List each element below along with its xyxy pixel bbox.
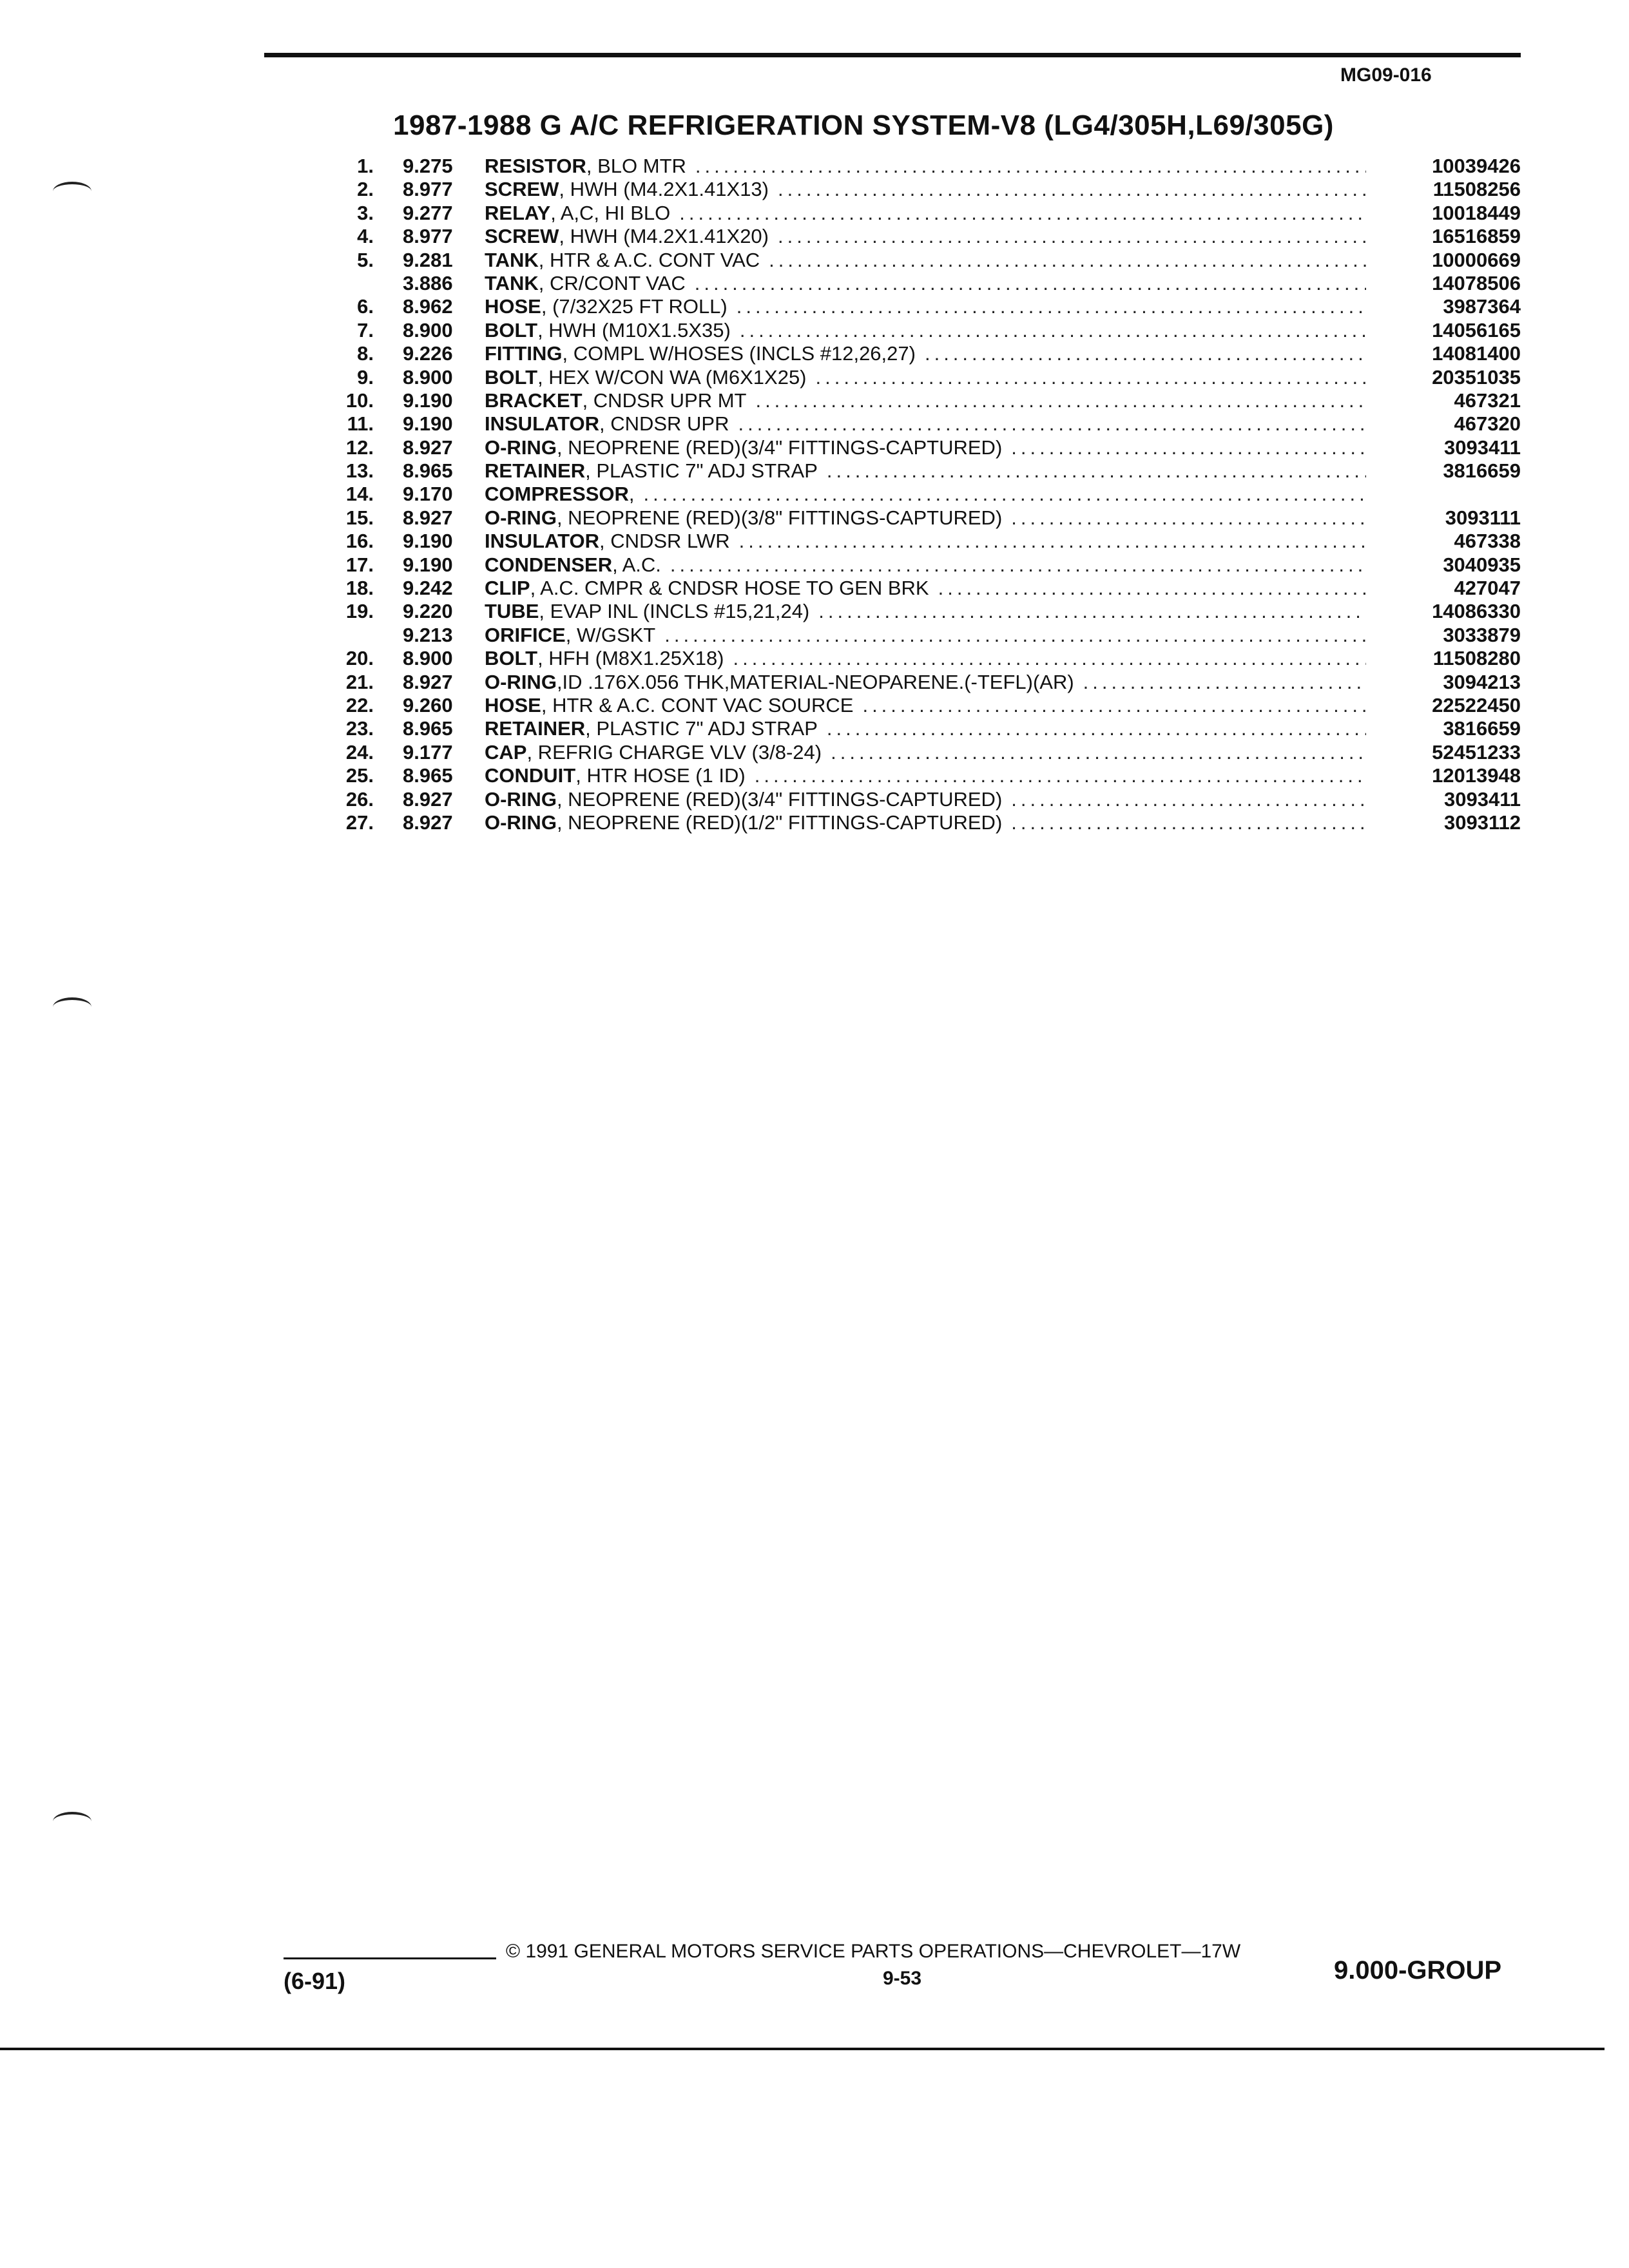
part-name: CONDUIT xyxy=(485,764,576,787)
part-description xyxy=(485,717,1373,740)
part-row xyxy=(322,436,1521,459)
group-number: 8.965 xyxy=(403,459,453,483)
dot-leader xyxy=(755,389,1366,412)
group-number: 8.965 xyxy=(403,717,453,740)
dot-leader xyxy=(1011,506,1366,530)
dot-leader xyxy=(695,155,1366,178)
group-number: 9.170 xyxy=(403,483,453,506)
dot-leader xyxy=(755,764,1366,787)
part-spec: , A,C, HI BLO xyxy=(550,201,671,224)
part-number: 52451233 xyxy=(1432,740,1521,764)
part-spec: , CNDSR LWR xyxy=(599,530,730,553)
part-spec: , BLO MTR xyxy=(586,155,686,177)
binder-hole-mark xyxy=(53,182,92,201)
part-name: O-RING xyxy=(485,506,557,529)
part-row xyxy=(322,249,1521,272)
group-number: 3.886 xyxy=(403,271,453,294)
part-row xyxy=(322,202,1521,225)
dot-leader xyxy=(737,295,1366,318)
part-spec: , HTR HOSE (1 ID) xyxy=(575,764,746,787)
part-row xyxy=(322,295,1521,318)
document-code: MG09-016 xyxy=(1340,64,1432,86)
group-number: 9.281 xyxy=(403,248,453,271)
part-number: 11508280 xyxy=(1432,647,1521,670)
part-spec: , xyxy=(628,483,635,506)
part-spec: , EVAP INL (INCLS #15,21,24) xyxy=(539,600,810,623)
part-description xyxy=(485,249,1373,272)
part-description xyxy=(485,225,1373,248)
part-row xyxy=(322,694,1521,717)
part-description xyxy=(485,647,1373,670)
part-number: 10018449 xyxy=(1432,201,1521,224)
part-number: 10000669 xyxy=(1432,248,1521,271)
part-number: 14086330 xyxy=(1432,600,1521,623)
dot-leader xyxy=(695,272,1366,295)
part-name: CLIP xyxy=(485,577,530,600)
group-number: 9.190 xyxy=(403,412,453,436)
part-description xyxy=(485,483,1373,506)
part-description xyxy=(485,295,1373,318)
part-number: 3816659 xyxy=(1443,459,1521,483)
part-spec: , W/GSKT xyxy=(565,623,656,646)
part-number: 12013948 xyxy=(1432,764,1521,787)
revision-date: (6-91) xyxy=(284,1968,346,1994)
part-name: HOSE xyxy=(485,295,541,318)
item-number: 12. xyxy=(345,436,374,459)
item-number: 20. xyxy=(345,647,374,670)
group-number: 8.977 xyxy=(403,178,453,201)
part-spec: , A.C. xyxy=(612,553,661,576)
part-spec: , HWH (M4.2X1.41X20) xyxy=(559,225,769,248)
footer-rule xyxy=(284,1957,496,1959)
part-row xyxy=(322,506,1521,530)
item-number: 13. xyxy=(345,459,374,483)
copyright-notice: © 1991 GENERAL MOTORS SERVICE PARTS OPERATIONS—CHEVROLET—17W xyxy=(506,1941,1241,1962)
part-spec: , CNDSR UPR xyxy=(599,412,729,436)
part-name: CONDENSER xyxy=(485,553,613,576)
item-number: 21. xyxy=(345,670,374,693)
part-spec: , NEOPRENE (RED)(3/4" FITTINGS-CAPTURED) xyxy=(556,787,1003,811)
part-description xyxy=(485,178,1373,201)
part-row xyxy=(322,225,1521,248)
part-spec: , REFRIG CHARGE VLV (3/8-24) xyxy=(526,740,822,764)
part-number: 11508256 xyxy=(1432,178,1521,201)
group-number: 8.927 xyxy=(403,436,453,459)
group-number: 8.977 xyxy=(403,225,453,248)
part-name: RETAINER xyxy=(485,459,586,483)
item-number: 1. xyxy=(357,155,374,177)
part-number: 3033879 xyxy=(1443,623,1521,646)
part-spec: , PLASTIC 7" ADJ STRAP xyxy=(585,717,818,740)
part-number: 20351035 xyxy=(1432,365,1521,389)
part-number: 14078506 xyxy=(1432,271,1521,294)
header-rule xyxy=(264,53,1521,57)
part-row xyxy=(322,788,1521,811)
dot-leader xyxy=(738,412,1366,436)
part-name: RELAY xyxy=(485,201,551,224)
dot-leader xyxy=(818,600,1366,623)
part-description xyxy=(485,530,1373,553)
item-number: 22. xyxy=(345,693,374,716)
part-spec: , HWH (M10X1.5X35) xyxy=(537,318,731,341)
part-name: SCREW xyxy=(485,178,559,201)
item-number: 14. xyxy=(345,483,374,506)
group-number: 9.242 xyxy=(403,577,453,600)
group-number: 9.277 xyxy=(403,201,453,224)
binder-hole-mark xyxy=(53,1812,92,1831)
part-spec: , CR/CONT VAC xyxy=(538,271,686,294)
part-row xyxy=(322,366,1521,389)
page-title: 1987-1988 G A/C REFRIGERATION SYSTEM-V8 (LG4/305H,L69/305G) xyxy=(393,110,1334,141)
item-number: 23. xyxy=(345,717,374,740)
part-number: 3093411 xyxy=(1444,787,1521,811)
item-number: 6. xyxy=(357,295,374,318)
group-number: 8.900 xyxy=(403,318,453,341)
part-description xyxy=(485,600,1373,623)
bottom-rule xyxy=(0,2048,1605,2050)
part-spec: , A.C. CMPR & CNDSR HOSE TO GEN BRK xyxy=(530,577,929,600)
part-spec: , HEX W/CON WA (M6X1X25) xyxy=(537,365,807,389)
part-name: BOLT xyxy=(485,365,538,389)
part-row xyxy=(322,459,1521,483)
part-row xyxy=(322,671,1521,694)
part-row xyxy=(322,764,1521,787)
group-number: 9.275 xyxy=(403,155,453,177)
part-name: O-RING xyxy=(485,436,557,459)
part-name: TUBE xyxy=(485,600,539,623)
dot-leader xyxy=(733,647,1366,670)
part-spec: , NEOPRENE (RED)(3/4" FITTINGS-CAPTURED) xyxy=(556,436,1003,459)
part-number: 427047 xyxy=(1454,577,1521,600)
item-number: 27. xyxy=(345,811,374,834)
part-description xyxy=(485,788,1373,811)
item-number: 26. xyxy=(345,787,374,811)
part-description xyxy=(485,342,1373,365)
part-description xyxy=(485,272,1373,295)
dot-leader xyxy=(862,694,1366,717)
dot-leader xyxy=(664,624,1366,647)
item-number: 16. xyxy=(345,530,374,553)
dot-leader xyxy=(938,577,1366,600)
part-name: TANK xyxy=(485,248,539,271)
item-number: 8. xyxy=(357,342,374,365)
group-number: 9.220 xyxy=(403,600,453,623)
part-name: INSULATOR xyxy=(485,530,599,553)
part-description xyxy=(485,577,1373,600)
item-number: 2. xyxy=(357,178,374,201)
group-number: 8.900 xyxy=(403,647,453,670)
dot-leader xyxy=(778,178,1366,201)
part-row xyxy=(322,155,1521,178)
dot-leader xyxy=(740,319,1366,342)
part-row xyxy=(322,272,1521,295)
part-spec: , HTR & A.C. CONT VAC xyxy=(538,248,760,271)
part-description xyxy=(485,811,1373,834)
part-row xyxy=(322,553,1521,577)
item-number: 4. xyxy=(357,225,374,248)
group-number: 9.190 xyxy=(403,530,453,553)
part-spec: , COMPL W/HOSES (INCLS #12,26,27) xyxy=(562,342,916,365)
part-description xyxy=(485,412,1373,436)
part-number: 16516859 xyxy=(1432,225,1521,248)
item-number: 5. xyxy=(357,248,374,271)
dot-leader xyxy=(1011,788,1366,811)
part-name: CAP xyxy=(485,740,527,764)
dot-leader xyxy=(778,225,1366,248)
part-name: O-RING xyxy=(485,670,557,693)
group-number: 9.190 xyxy=(403,389,453,412)
part-number: 3816659 xyxy=(1443,717,1521,740)
part-row xyxy=(322,178,1521,201)
part-name: COMPRESSOR xyxy=(485,483,629,506)
part-number: 3094213 xyxy=(1443,670,1521,693)
part-row xyxy=(322,577,1521,600)
group-number: 8.965 xyxy=(403,764,453,787)
part-name: HOSE xyxy=(485,693,541,716)
group-number: 9.190 xyxy=(403,553,453,576)
dot-leader xyxy=(769,249,1366,272)
group-number: 8.927 xyxy=(403,787,453,811)
part-number: 3093411 xyxy=(1444,436,1521,459)
part-number: 14081400 xyxy=(1432,342,1521,365)
part-row xyxy=(322,342,1521,365)
dot-leader xyxy=(925,342,1366,365)
dot-leader xyxy=(739,530,1366,553)
part-row xyxy=(322,741,1521,764)
part-spec: , HFH (M8X1.25X18) xyxy=(537,647,724,670)
part-number: 467320 xyxy=(1454,412,1521,436)
page-number: 9-53 xyxy=(883,1968,922,1989)
part-spec: , (7/32X25 FT ROLL) xyxy=(541,295,728,318)
group-number: 8.962 xyxy=(403,295,453,318)
part-number: 3093111 xyxy=(1445,506,1521,529)
part-name: O-RING xyxy=(485,811,557,834)
part-name: FITTING xyxy=(485,342,563,365)
part-name: SCREW xyxy=(485,225,559,248)
part-description xyxy=(485,624,1373,647)
item-number: 9. xyxy=(357,365,374,389)
part-number: 14056165 xyxy=(1432,318,1521,341)
part-description xyxy=(485,389,1373,412)
group-number: 8.927 xyxy=(403,670,453,693)
dot-leader xyxy=(670,553,1366,577)
group-number: 9.260 xyxy=(403,693,453,716)
part-number: 3093112 xyxy=(1444,811,1521,834)
dot-leader xyxy=(1011,436,1366,459)
part-description xyxy=(485,553,1373,577)
item-number: 11. xyxy=(347,412,374,436)
part-name: BOLT xyxy=(485,647,538,670)
part-number: 467338 xyxy=(1454,530,1521,553)
part-description xyxy=(485,155,1373,178)
part-row xyxy=(322,717,1521,740)
part-name: ORIFICE xyxy=(485,623,566,646)
part-row xyxy=(322,389,1521,412)
dot-leader xyxy=(827,717,1366,740)
dot-leader xyxy=(831,741,1366,764)
part-description xyxy=(485,319,1373,342)
part-number: 3987364 xyxy=(1443,295,1521,318)
part-spec: , HWH (M4.2X1.41X13) xyxy=(559,178,769,201)
part-row xyxy=(322,530,1521,553)
part-spec: , CNDSR UPR MT xyxy=(582,389,747,412)
item-number: 10. xyxy=(345,389,374,412)
part-description xyxy=(485,506,1373,530)
item-number: 3. xyxy=(357,201,374,224)
part-row xyxy=(322,647,1521,670)
part-description xyxy=(485,459,1373,483)
part-name: BOLT xyxy=(485,318,538,341)
item-number: 15. xyxy=(345,506,374,529)
part-spec: , PLASTIC 7" ADJ STRAP xyxy=(585,459,818,483)
part-row xyxy=(322,811,1521,834)
part-row xyxy=(322,624,1521,647)
group-number: 9.177 xyxy=(403,740,453,764)
group-number: 8.927 xyxy=(403,506,453,529)
part-row xyxy=(322,483,1521,506)
part-name: O-RING xyxy=(485,787,557,811)
part-description xyxy=(485,436,1373,459)
part-spec: , NEOPRENE (RED)(1/2" FITTINGS-CAPTURED) xyxy=(556,811,1003,834)
part-number: 3040935 xyxy=(1443,553,1521,576)
part-name: RETAINER xyxy=(485,717,586,740)
dot-leader xyxy=(679,202,1366,225)
part-name: BRACKET xyxy=(485,389,583,412)
group-number: 8.900 xyxy=(403,365,453,389)
dot-leader xyxy=(644,483,1366,506)
part-number: 22522450 xyxy=(1432,693,1521,716)
part-name: TANK xyxy=(485,271,539,294)
part-name: RESISTOR xyxy=(485,155,586,177)
part-description xyxy=(485,671,1373,694)
dot-leader xyxy=(827,459,1366,483)
part-name: INSULATOR xyxy=(485,412,599,436)
item-number: 25. xyxy=(345,764,374,787)
part-row xyxy=(322,600,1521,623)
group-number: 9.226 xyxy=(403,342,453,365)
part-spec: , HTR & A.C. CONT VAC SOURCE xyxy=(541,693,854,716)
part-spec: ,ID .176X.056 THK,MATERIAL-NEOPARENE.(-TEFL)(AR) xyxy=(556,670,1074,693)
parts-list xyxy=(322,155,1521,834)
item-number: 7. xyxy=(357,318,374,341)
item-number: 18. xyxy=(345,577,374,600)
dot-leader xyxy=(816,366,1366,389)
group-number: 9.213 xyxy=(403,623,453,646)
item-number: 24. xyxy=(345,740,374,764)
dot-leader xyxy=(1011,811,1366,834)
part-description xyxy=(485,202,1373,225)
part-row xyxy=(322,412,1521,436)
dot-leader xyxy=(1083,671,1366,694)
group-label: 9.000-GROUP xyxy=(1334,1956,1502,1984)
part-description xyxy=(485,764,1373,787)
part-description xyxy=(485,741,1373,764)
part-description xyxy=(485,366,1373,389)
part-number: 10039426 xyxy=(1432,155,1521,177)
part-number: 467321 xyxy=(1454,389,1521,412)
part-row xyxy=(322,319,1521,342)
part-spec: , NEOPRENE (RED)(3/8" FITTINGS-CAPTURED) xyxy=(556,506,1003,529)
item-number: 19. xyxy=(345,600,374,623)
group-number: 8.927 xyxy=(403,811,453,834)
part-description xyxy=(485,694,1373,717)
binder-hole-mark xyxy=(53,997,92,1017)
item-number: 17. xyxy=(345,553,374,576)
